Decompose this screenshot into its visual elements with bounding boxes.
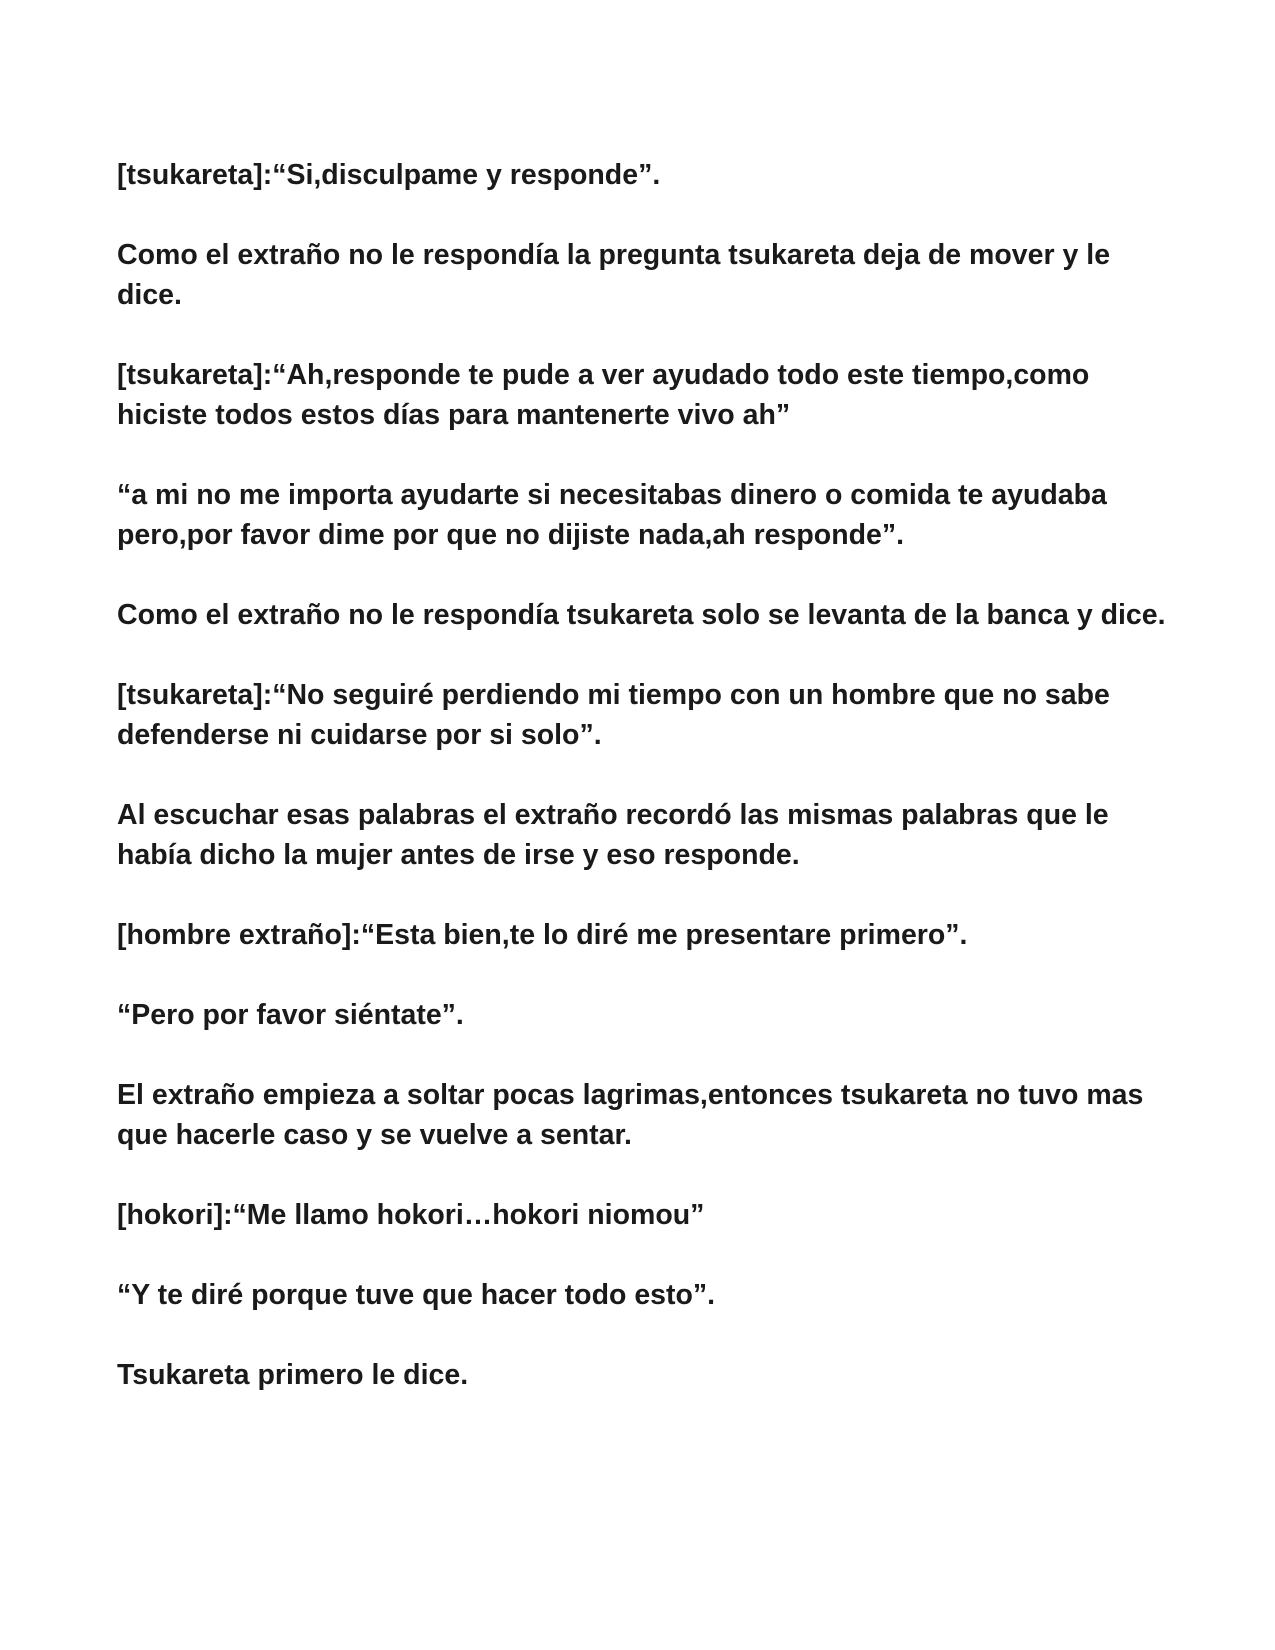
paragraph: Como el extraño no le respondía tsukareta solo se levanta de la banca y dice. (117, 599, 1166, 631)
paragraph: [tsukareta]:“No seguiré perdiendo mi tiempo con un hombre que no sabe defenderse ni cuidarse por si solo”. (117, 679, 1118, 751)
paragraph: [tsukareta]:“Ah,responde te pude a ver ayudado todo este tiempo,como hiciste todos estos días para mantenerte vivo ah” (117, 359, 1098, 431)
paragraph: “Pero por favor siéntate”. (117, 999, 464, 1031)
paragraph: Tsukareta primero le dice. (117, 1359, 469, 1391)
paragraph: [hokori]:“Me llamo hokori…hokori niomou” (117, 1199, 705, 1231)
paragraph: “Y te diré porque tuve que hacer todo esto”. (117, 1279, 716, 1311)
paragraph: El extraño empieza a soltar pocas lagrimas,entonces tsukareta no tuvo mas que hacerle caso y se vuelve a sentar. (117, 1079, 1152, 1151)
paragraph: [tsukareta]:“Si,disculpame y responde”. (117, 159, 661, 191)
paragraph: [hombre extraño]:“Esta bien,te lo diré me presentare primero”. (117, 919, 968, 951)
paragraph: Al escuchar esas palabras el extraño recordó las mismas palabras que le había dicho la mujer antes de irse y eso responde. (117, 799, 1117, 871)
document-body (117, 155, 1177, 1435)
paragraph: Como el extraño no le respondía la pregunta tsukareta deja de mover y le dice. (117, 239, 1118, 311)
paragraph: “a mi no me importa ayudarte si necesitabas dinero o comida te ayudaba pero,por favor dime por que no dijiste nada,ah responde”. (117, 479, 1115, 551)
